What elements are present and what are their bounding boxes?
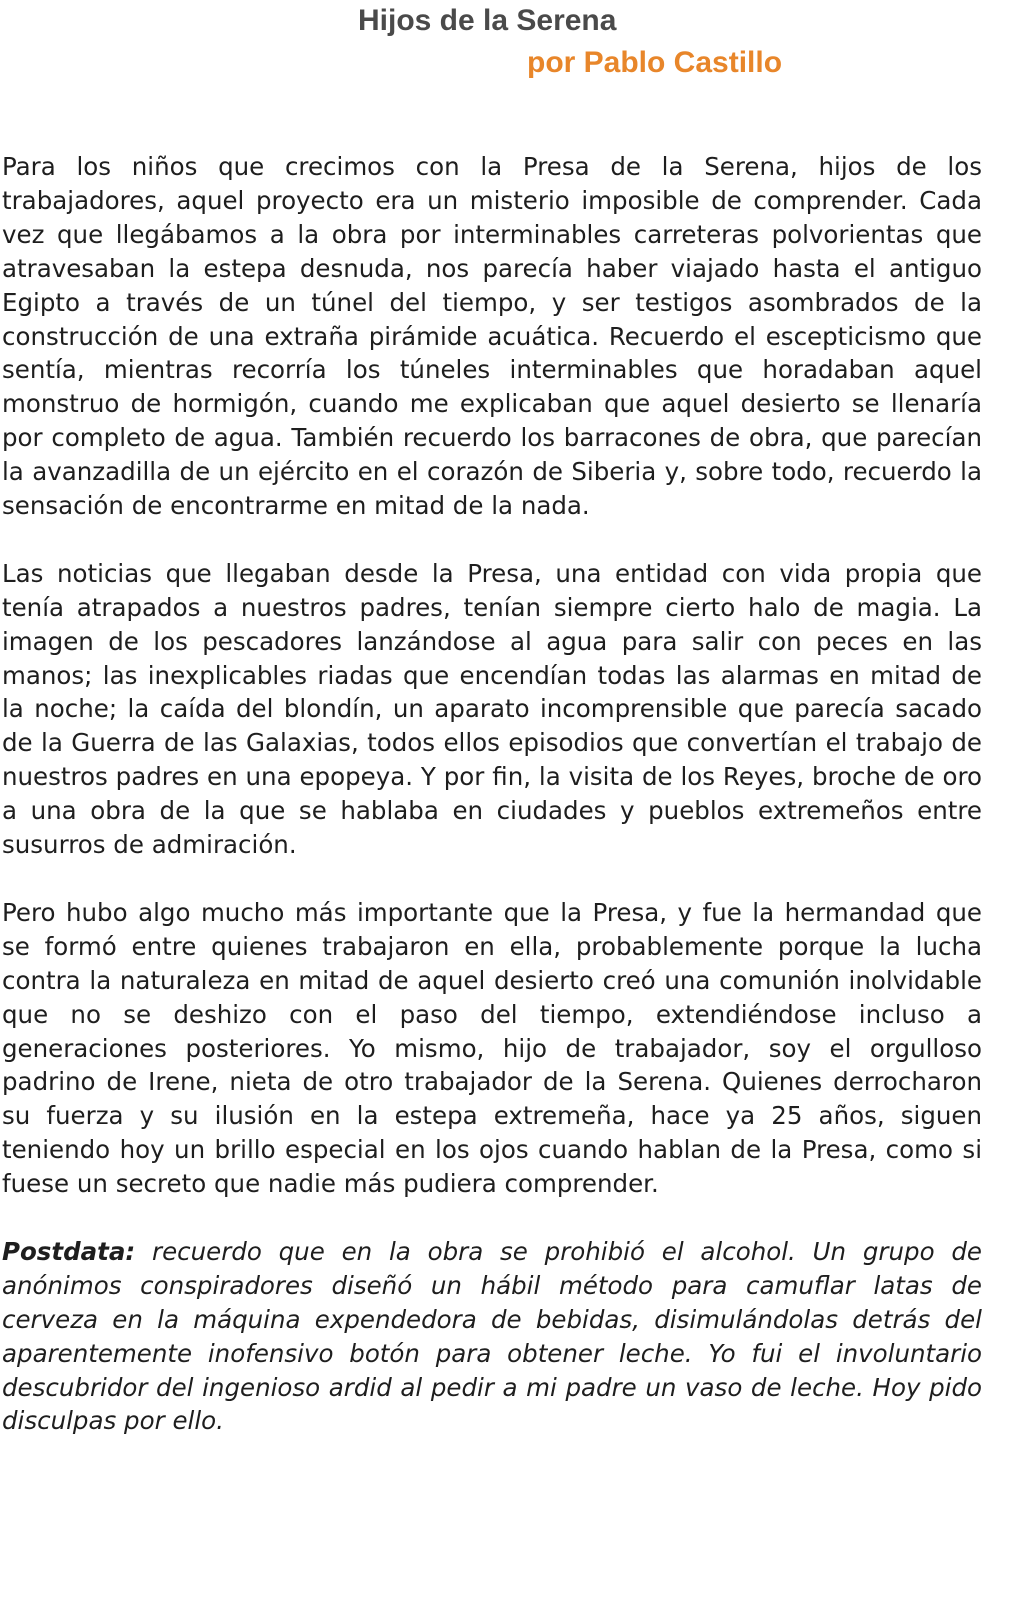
paragraph-3: Pero hubo algo mucho más importante que la Presa, y fue la hermandad que se formó entre quienes trabajaron en ella, probablemente porque la lucha contra la naturaleza en mitad de aquel desierto creó una comunión inolvidable que no se deshizo con el paso del tiempo, extendiéndose incluso a generaciones posteriores. Yo mismo, hijo de trabajador, soy el orgulloso padrino de Irene, nieta de otro trabajador de la Serena. Quienes derrocharon su fuerza y su ilusión en la estepa extremeña, hace ya 25 años, siguen teniendo hoy un brillo especial en los ojos cuando hablan de la Presa, como si fuese un secreto que nadie más pudiera comprender. — [2, 897, 982, 1199]
article-author: por Pablo Castillo — [527, 46, 783, 79]
article-title: Hijos de la Serena — [358, 4, 617, 37]
postscript-label: Postdata: — [2, 1236, 136, 1266]
paragraph-2: Las noticias que llegaban desde la Presa, una entidad con vida propia que tenía atrapados a nuestros padres, tenían siempre cierto halo de magia. La imagen de los pescadores lanzándose al agua para salir con peces en las manos; las inexplicables riadas que encendían todas las alarmas en mitad de la noche; la caída del blondín, un aparato incomprensible que parecía sacado de la Guerra de las Galaxias, todos ellos episodios que convertían el trabajo de nuestros padres en una epopeya. Y por fin, la visita de los Reyes, broche de oro a una obra de la que se hablaba en ciudades y pueblos extremeños entre susurros de admiración. — [2, 558, 982, 860]
paragraph-1: Para los niños que crecimos con la Presa de la Serena, hijos de los trabajadores, aquel proyecto era un misterio imposible de comprender. Cada vez que llegábamos a la obra por interminables carreteras polvorientas que atravesaban la estepa desnuda, nos parecía haber viajado hasta el antiguo Egipto a través de un túnel del tiempo, y ser testigos asombrados de la construcción de una extraña pirámide acuática. Recuerdo el escepticismo que sentía, mientras recorría los túneles interminables que horadaban aquel monstruo de hormigón, cuando me explicaban que aquel desierto se llenaría por completo de agua. También recuerdo los barracones de obra, que parecían la avanzadilla de un ejército en el corazón de Siberia y, sobre todo, recuerdo la sensación de encontrarme en mitad de la nada. — [2, 152, 982, 521]
postscript-paragraph — [2, 1235, 982, 1438]
article-body — [2, 150, 982, 1438]
postscript-text: recuerdo que en la obra se prohibió el alcohol. Un grupo de anónimos conspiradores diseñó un hábil método para camuflar latas de cerveza en la máquina expendedora de bebidas, disimulándolas detrás del aparentemente inofensivo botón para obtener leche. Yo fui el involuntario descubridor del ingenioso ardid al pedir a mi padre un vaso de leche. Hoy pido disculpas por ello. — [2, 1236, 982, 1436]
